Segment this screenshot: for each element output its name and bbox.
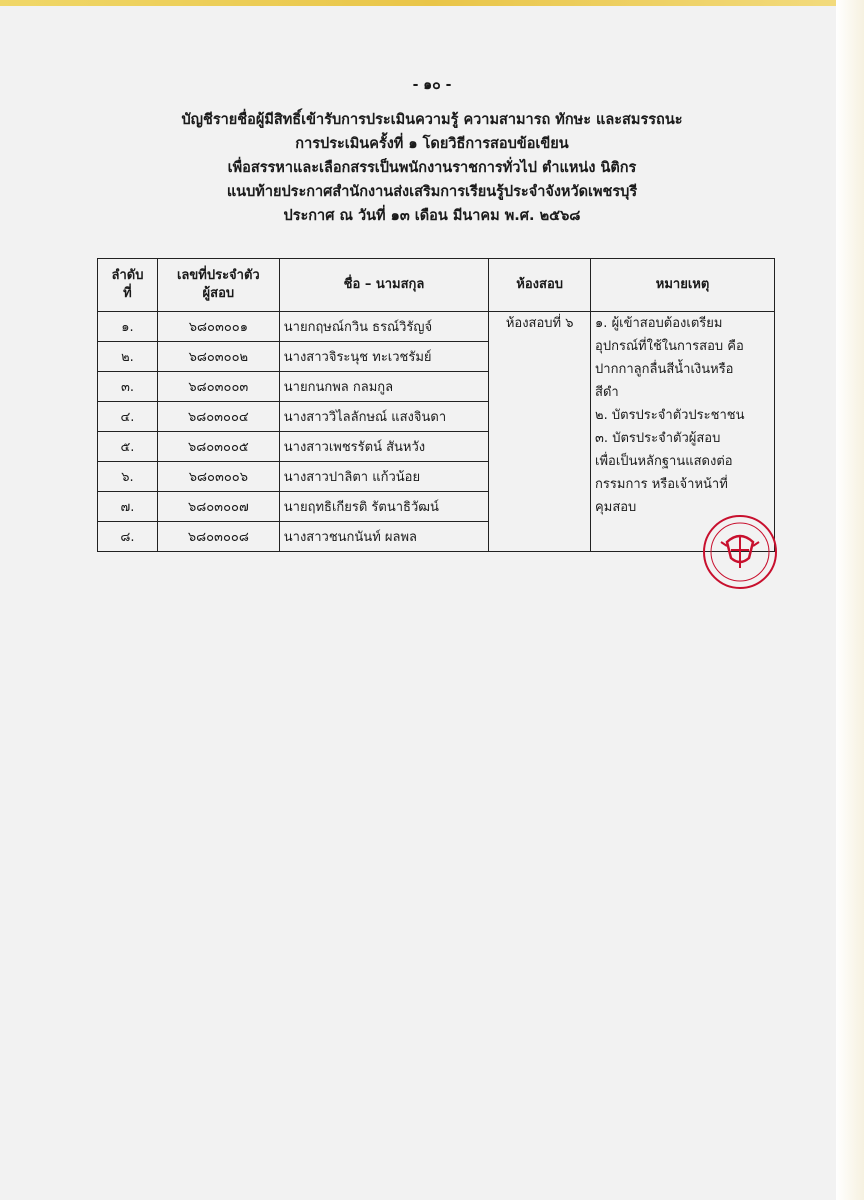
remark-line: ปากกาลูกลื่นสีน้ำเงินหรือ bbox=[595, 362, 734, 377]
row-order: ๔. bbox=[98, 402, 158, 432]
heading-line-3: เพื่อสรรหาและเลือกสรรเป็นพนักงานราชการทั่วไป ตำแหน่ง นิติกร bbox=[227, 160, 637, 176]
heading-line-5: ประกาศ ณ วันที่ ๑๓ เดือน มีนาคม พ.ศ. ๒๕๖๘ bbox=[283, 208, 581, 224]
table-row bbox=[98, 312, 775, 342]
candidate-table bbox=[97, 258, 775, 552]
document-heading bbox=[0, 108, 864, 228]
official-seal-icon bbox=[697, 512, 783, 592]
remark-line: สีดำ bbox=[595, 385, 619, 400]
row-candidate-id: ๖๘๐๓๐๐๑ bbox=[157, 312, 279, 342]
row-order: ๘. bbox=[98, 522, 158, 552]
row-name: นายกฤษณ์กวิน ธรณ์วิรัญจ์ bbox=[279, 312, 489, 342]
header-remarks: หมายเหตุ bbox=[591, 259, 775, 312]
row-candidate-id: ๖๘๐๓๐๐๘ bbox=[157, 522, 279, 552]
row-name: นางสาวจิระนุช ทะเวชรัมย์ bbox=[279, 342, 489, 372]
row-candidate-id: ๖๘๐๓๐๐๕ bbox=[157, 432, 279, 462]
row-name: นางสาวเพชรรัตน์ สันหวัง bbox=[279, 432, 489, 462]
remark-line: อุปกรณ์ที่ใช้ในการสอบ คือ bbox=[595, 339, 744, 354]
row-name: นางสาวชนกนันท์ ผลพล bbox=[279, 522, 489, 552]
header-id-line2: ผู้สอบ bbox=[202, 286, 235, 301]
row-candidate-id: ๖๘๐๓๐๐๔ bbox=[157, 402, 279, 432]
remark-line: คุมสอบ bbox=[595, 500, 637, 515]
row-name: นายกนกพล กลมกูล bbox=[279, 372, 489, 402]
exam-room: ห้องสอบที่ ๖ bbox=[489, 312, 591, 552]
remark-line: ๓. บัตรประจำตัวผู้สอบ bbox=[595, 431, 721, 446]
remark-line: เพื่อเป็นหลักฐานแสดงต่อ bbox=[595, 454, 733, 469]
row-order: ๑. bbox=[98, 312, 158, 342]
row-order: ๕. bbox=[98, 432, 158, 462]
header-id-line1: เลขที่ประจำตัว bbox=[176, 268, 260, 283]
table-header-row bbox=[98, 259, 775, 312]
row-candidate-id: ๖๘๐๓๐๐๖ bbox=[157, 462, 279, 492]
row-candidate-id: ๖๘๐๓๐๐๒ bbox=[157, 342, 279, 372]
row-candidate-id: ๖๘๐๓๐๐๗ bbox=[157, 492, 279, 522]
row-name: นางสาวปาลิตา แก้วน้อย bbox=[279, 462, 489, 492]
remark-line: กรรมการ หรือเจ้าหน้าที่ bbox=[595, 477, 728, 492]
row-order: ๒. bbox=[98, 342, 158, 372]
heading-line-1: บัญชีรายชื่อผู้มีสิทธิ์เข้ารับการประเมินความรู้ ความสามารถ ทักษะ และสมรรถนะ bbox=[181, 112, 683, 128]
row-order: ๗. bbox=[98, 492, 158, 522]
row-candidate-id: ๖๘๐๓๐๐๓ bbox=[157, 372, 279, 402]
top-border bbox=[0, 0, 864, 6]
row-name: นางสาววิไลลักษณ์ แสงจินดา bbox=[279, 402, 489, 432]
header-name: ชื่อ – นามสกุล bbox=[279, 259, 489, 312]
heading-line-4: แนบท้ายประกาศสำนักงานส่งเสริมการเรียนรู้ประจำจังหวัดเพชรบุรี bbox=[226, 184, 638, 200]
page-number: - ๑๐ - bbox=[412, 77, 452, 93]
remark-line: ๒. บัตรประจำตัวประชาชน bbox=[595, 408, 745, 423]
remark-line: ๑. ผู้เข้าสอบต้องเตรียม bbox=[595, 316, 723, 331]
header-order bbox=[98, 259, 158, 312]
row-order: ๖. bbox=[98, 462, 158, 492]
row-name: นายฤทธิเกียรติ รัตนาธิวัฒน์ bbox=[279, 492, 489, 522]
heading-line-2: การประเมินครั้งที่ ๑ โดยวิธีการสอบข้อเขียน bbox=[295, 136, 569, 152]
header-candidate-id bbox=[157, 259, 279, 312]
header-room: ห้องสอบ bbox=[489, 259, 591, 312]
header-order-line2: ที่ bbox=[123, 286, 132, 301]
row-order: ๓. bbox=[98, 372, 158, 402]
header-order-line1: ลำดับ bbox=[111, 268, 144, 283]
